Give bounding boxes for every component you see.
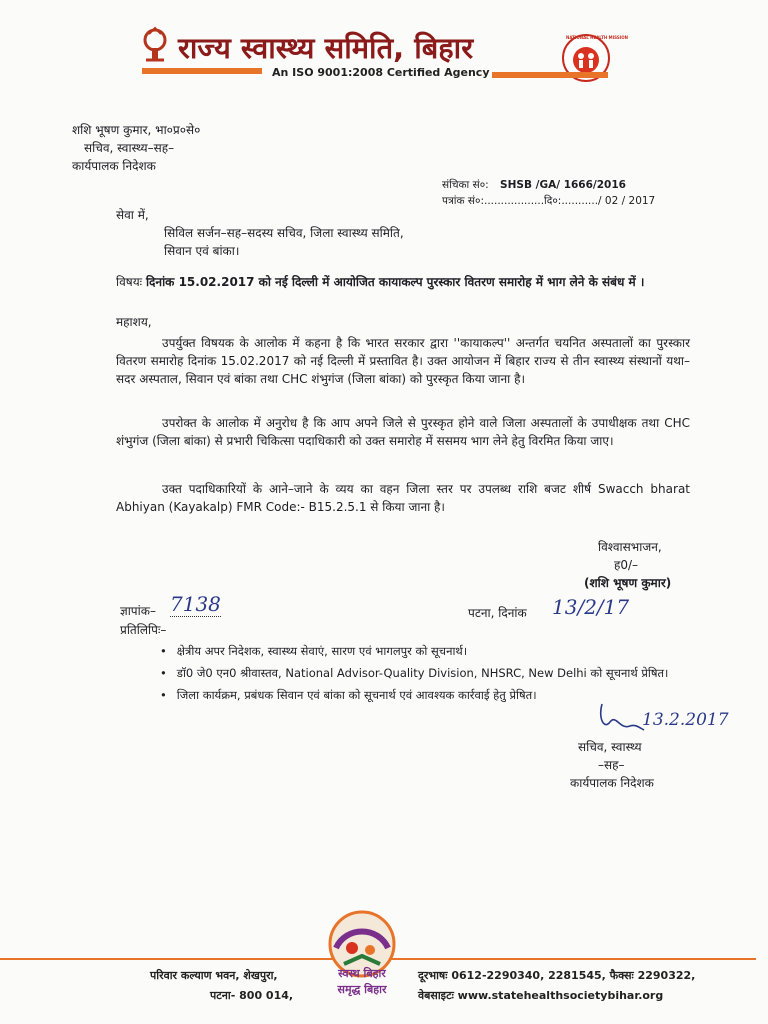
paragraph-1-text: उपर्युक्त विषयक के आलोक में कहना है कि भारत सरकार द्वारा ''कायाकल्प'' अन्तर्गत चयनित अस्पतालों का पुरस्कार वितरण समारोह दिनांक 15.02.2017 को नई दिल्ली में प्रस्तावित है। उक्त आयोजन में बिहार राज्य से तीन स्वास्थ्य संस्थानों यथा– सदर अस्पताल, सिवान एवं बांका तथा CHC शंभुगंज (जिला बांका) को पुरस्कृत किया जाना है।	[116, 336, 690, 386]
memo-label: ज्ञापांक–	[120, 604, 156, 618]
file-ref	[442, 178, 626, 192]
iso-tagline: An ISO 9001:2008 Certified Agency	[272, 66, 490, 79]
footer-website: वेबसाइटः www.statehealthsocietybihar.org	[418, 989, 664, 1002]
place-date-label: पटना, दिनांक	[468, 606, 527, 620]
sender-role-2: कार्यपालक निदेशक	[72, 159, 156, 173]
handwritten-date: 13.2.2017	[642, 710, 729, 730]
header-bar-left	[142, 68, 262, 74]
sender-role-1: सचिव, स्वास्थ्य–सह–	[84, 141, 175, 155]
closing-line-2: ह0/–	[614, 558, 639, 572]
copy-label: प्रतिलिपिः–	[120, 623, 167, 637]
logo-line-2: समृद्ध बिहार	[337, 983, 387, 996]
paragraph-3	[116, 480, 690, 516]
subject-text: दिनांक 15.02.2017 को नई दिल्ली में आयोजित कायाकल्प पुरस्कार वितरण समारोह में भाग लेने के संबंध में ।	[145, 275, 645, 289]
paragraph-2	[116, 414, 690, 450]
recipient-to: सेवा में,	[116, 208, 149, 222]
file-ref-number: SHSB /GA/ 1666/2016	[500, 179, 626, 191]
paragraph-3-text: उक्त पदाधिकारियों के आने–जाने के व्यय का वहन जिला स्तर पर उपलब्ध राशि बजट शीर्ष Swacch bharat Abhiyan (Kayakalp) FMR Code:- B15.2.5.1 से किया जाना है।	[116, 482, 690, 514]
sign-line-3: कार्यपालक निदेशक	[570, 776, 654, 790]
cc-list	[160, 640, 668, 706]
salutation: महाशय,	[116, 315, 152, 329]
subject	[116, 273, 692, 291]
emblem-icon	[140, 26, 170, 64]
signature-scribble	[596, 700, 646, 736]
footer-address-1: परिवार कल्याण भवन, शेखपुरा,	[150, 969, 278, 982]
footer-address-2: पटना- 800 014,	[210, 989, 294, 1002]
letter-ref: पत्रांक सं०:..................दि०:.........../ 02 / 2017	[442, 195, 656, 207]
file-ref-label: संचिका सं०:	[442, 179, 489, 191]
memo-date: 13/2/17	[552, 595, 630, 619]
header-bar-right	[492, 72, 608, 78]
closing-line-1: विश्वासभाजन,	[598, 540, 662, 554]
cc-item: • जिला कार्यक्रम, प्रबंधक सिवान एवं बांका को सूचनार्थ एवं आवश्यक कार्रवाई हेतु प्रेषित।	[160, 684, 668, 706]
logo-line-1: स्वस्थ बिहार	[338, 967, 386, 980]
sender-name: शशि भूषण कुमार, भा०प्र०से०	[72, 123, 201, 137]
cc-item: • क्षेत्रीय अपर निदेशक, स्वास्थ्य सेवाएं, सारण एवं भागलपुर को सूचनार्थ।	[160, 640, 668, 662]
closing-line-3: (शशि भूषण कुमार)	[584, 576, 672, 590]
memo-number: 7138	[170, 592, 221, 616]
footer-phone: दूरभाषः 0612-2290340, 2281545, फैक्सः 2290322,	[418, 969, 696, 982]
sign-line-2: –सह–	[598, 758, 625, 772]
paragraph-2-text: उपरोक्त के आलोक में अनुरोध है कि आप अपने जिले से पुरस्कृत होने वाले जिला अस्पतालों के उपाधीक्षक तथा CHC शंभुगंज (जिला बांका) से प्रभारी चिकित्सा पदाधिकारी को उक्त समारोह में ससमय भाग लेने हेतु विरमित किया जाए।	[116, 416, 690, 448]
cc-item: • डॉ0 जे0 एन0 श्रीवास्तव, National Advisor-Quality Division, NHSRC, New Delhi को सूचनार्थ प्रेषित।	[160, 662, 668, 684]
recipient-line-2: सिवान एवं बांका।	[164, 244, 240, 258]
footer-logo	[322, 908, 402, 998]
org-title: राज्य स्वास्थ्य समिति, बिहार	[178, 31, 474, 65]
recipient-line-1: सिविल सर्जन–सह–सदस्य सचिव, जिला स्वास्थ्य समिति,	[164, 226, 404, 240]
paragraph-1	[116, 334, 690, 388]
nhm-badge-text: NATIONAL HEALTH MISSION	[566, 35, 628, 40]
subject-label: विषयः	[116, 275, 143, 289]
sign-line-1: सचिव, स्वास्थ्य	[578, 740, 642, 754]
